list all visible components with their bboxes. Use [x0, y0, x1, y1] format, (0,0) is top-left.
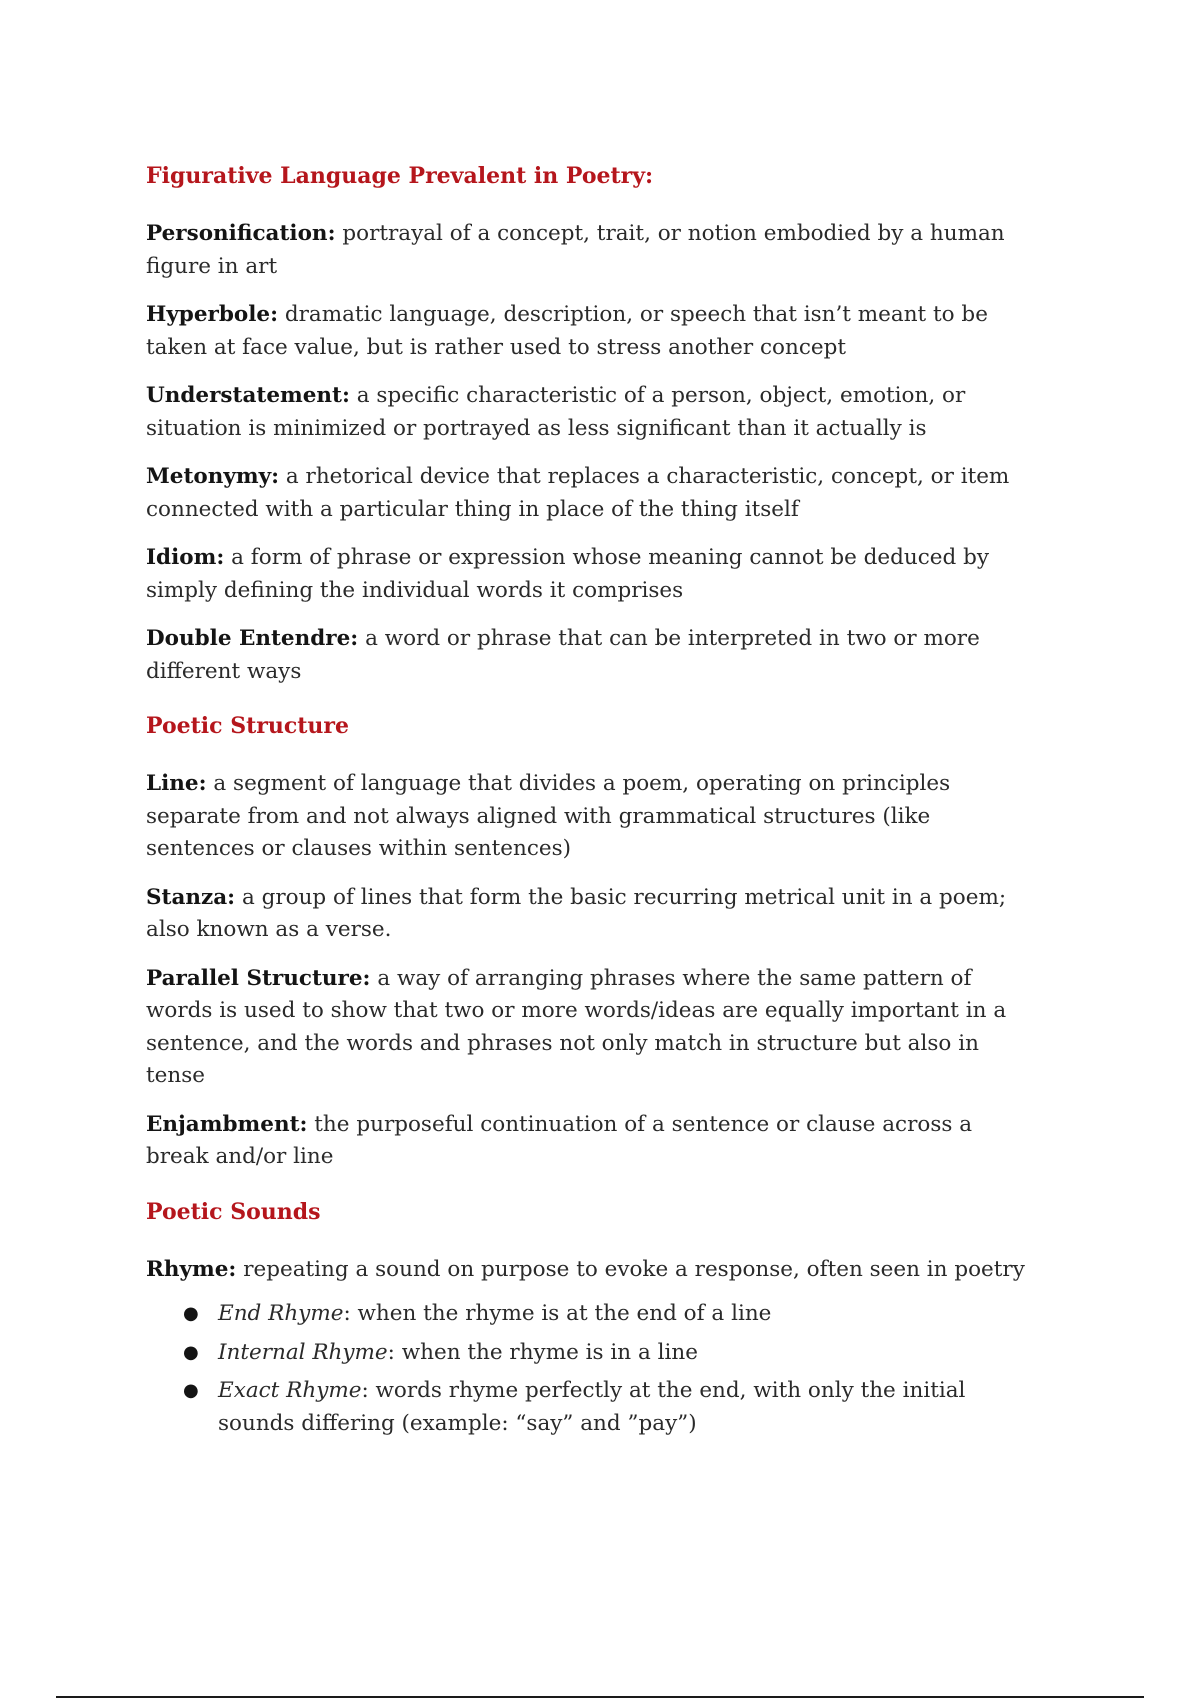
term-rhyme	[146, 1254, 1026, 1287]
term-definition: repeating a sound on purpose to evoke a response, often seen in poetry	[243, 1256, 1025, 1282]
term-name: Parallel Structure:	[146, 965, 371, 991]
term-definition: the purposeful continuation of a sentence or clause across a break and/or line	[146, 1111, 973, 1169]
subtype-definition: : when the rhyme is in a line	[387, 1339, 698, 1365]
term-name: Rhyme:	[146, 1256, 237, 1282]
bullet-icon: ●	[183, 1303, 199, 1324]
term-name: Metonymy:	[146, 464, 280, 489]
term-parallel-structure	[146, 963, 1026, 1093]
term-enjambment	[146, 1109, 1026, 1174]
list-item	[183, 1375, 1026, 1440]
term-personification	[146, 218, 1026, 283]
list-item	[183, 1298, 1026, 1331]
term-name: Idiom:	[146, 545, 225, 570]
bottom-divider	[56, 1696, 1144, 1698]
term-definition: a rhetorical device that replaces a characteristic, concept, or item connected with a particular thing in place of the thing itself	[146, 464, 1010, 522]
term-name: Double Entendre:	[146, 626, 359, 651]
subtype-definition: : when the rhyme is at the end of a line	[343, 1301, 772, 1326]
term-definition: a group of lines that form the basic recurring metrical unit in a poem; also known as a verse.	[146, 884, 1007, 942]
term-definition: a specific characteristic of a person, object, emotion, or situation is minimized or portrayed as less significant than it actually is	[146, 383, 966, 441]
subtype-name: End Rhyme	[218, 1301, 344, 1326]
bullet-icon: ●	[183, 1380, 199, 1401]
term-hyperbole	[146, 299, 1026, 364]
term-definition: a form of phrase or expression whose meaning cannot be deduced by simply defining the individual words it comprises	[146, 545, 990, 603]
term-definition: dramatic language, description, or speech that isn’t meant to be taken at face value, but is rather used to stress another concept	[146, 302, 988, 360]
subtype-name: Exact Rhyme	[218, 1378, 362, 1403]
term-name: Understatement:	[146, 383, 350, 408]
term-definition: a word or phrase that can be interpreted in two or more different ways	[146, 626, 980, 684]
term-name: Stanza:	[146, 884, 236, 910]
subtype-name: Internal Rhyme	[218, 1339, 388, 1365]
term-stanza	[146, 882, 1026, 947]
document-content	[146, 160, 1026, 1446]
term-name: Personification:	[146, 221, 336, 246]
term-definition: a segment of language that divides a poem, operating on principles separate from and not always aligned with grammatical structures (like sentences or clauses within sentences)	[146, 771, 951, 861]
term-definition: portrayal of a concept, trait, or notion embodied by a human figure in art	[146, 221, 1005, 279]
term-name: Enjambment:	[146, 1111, 308, 1137]
section-heading-figurative-language: Figurative Language Prevalent in Poetry:	[146, 163, 654, 189]
term-double-entendre	[146, 623, 1026, 688]
section-heading-poetic-structure: Poetic Structure	[146, 713, 349, 739]
rhyme-subtype-list	[146, 1298, 1026, 1440]
list-item	[183, 1337, 1026, 1370]
term-definition: a way of arranging phrases where the same pattern of words is used to show that two or more words/ideas are equally important in a sentence, and the words and phrases not only match in structure but also in tense	[146, 965, 1007, 1088]
term-name: Line:	[146, 771, 207, 796]
subtype-definition: : words rhyme perfectly at the end, with only the initial sounds differing (example: “say” and ”pay”)	[218, 1378, 966, 1436]
term-metonymy	[146, 461, 1026, 526]
term-name: Hyperbole:	[146, 302, 279, 327]
term-understatement	[146, 380, 1026, 445]
term-idiom	[146, 542, 1026, 607]
term-line	[146, 768, 1026, 866]
section-heading-poetic-sounds: Poetic Sounds	[146, 1198, 321, 1225]
bullet-icon: ●	[183, 1341, 199, 1363]
